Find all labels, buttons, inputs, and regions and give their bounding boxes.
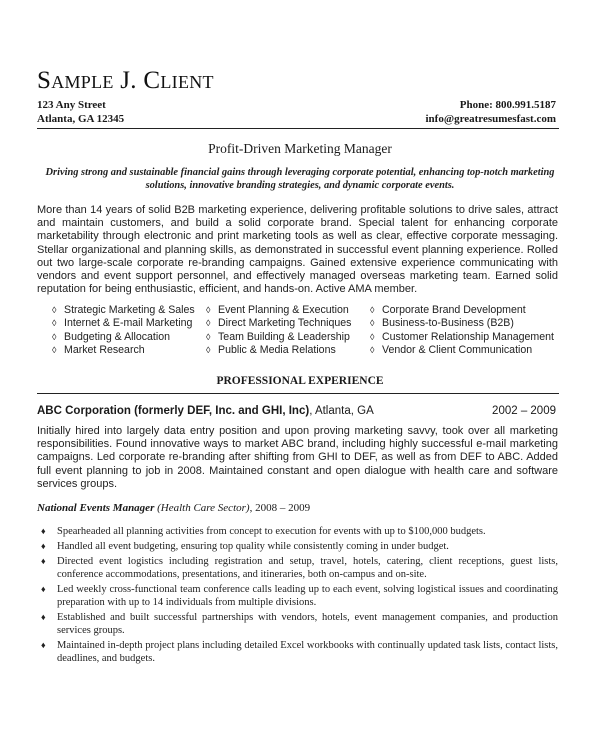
address-block	[37, 98, 124, 126]
role-dates: , 2008 – 2009	[249, 502, 311, 514]
experience-section-title: PROFESSIONAL EXPERIENCE	[216, 375, 384, 387]
skills-column-3	[370, 304, 554, 358]
diamond-icon: ◊	[370, 331, 375, 342]
list-item: ♦ Maintained in-depth project plans including detailed Excel workbooks with continually updated task lists, contact lists, deadlines, and budgets.	[41, 640, 558, 664]
diamond-icon: ◊	[206, 331, 211, 342]
diamond-icon: ◊	[370, 345, 375, 356]
contact-block	[426, 98, 557, 126]
list-item: ♦ Spearheaded all planning activities from concept to execution for events with up to $100,000 budgets.	[41, 526, 486, 537]
employer-name: ABC Corporation (formerly DEF, Inc. and GHI, Inc)	[37, 405, 310, 417]
diamond-icon: ◊	[206, 305, 211, 315]
role-line	[37, 501, 310, 515]
list-item: ♦ Handled all event budgeting, ensuring top quality while consistently coming in under budget.	[41, 541, 449, 552]
list-item: ♦ Directed event logistics including registration and setup, travel, hotels, catering, client receptions, guest lists, conference accommodations, presentations, and itineraries, both on-campus and on-site.	[41, 556, 558, 580]
skill-item: ◊ Team Building & Leadership	[206, 330, 350, 343]
diamond-icon: ◊	[52, 345, 57, 356]
list-item: ♦ Established and built successful partnerships with vendors, hotels, event management companies, and production services groups.	[41, 612, 558, 636]
skills-column-2	[206, 304, 351, 358]
professional-headline: Profit-Driven Marketing Manager	[208, 141, 392, 156]
skill-item: ◊ Public & Media Relations	[206, 344, 336, 357]
bullet-icon: ♦	[41, 556, 46, 566]
skill-item: ◊ Strategic Marketing & Sales	[52, 304, 195, 316]
bullet-icon: ♦	[41, 526, 46, 536]
experience-divider	[37, 393, 559, 394]
header-divider	[37, 128, 559, 129]
skill-item: ◊ Vendor & Client Communication	[370, 344, 533, 357]
diamond-icon: ◊	[206, 318, 211, 329]
skills-column-1	[52, 304, 195, 358]
diamond-icon: ◊	[52, 331, 57, 342]
diamond-icon: ◊	[206, 345, 211, 356]
role-sector: (Health Care Sector)	[157, 502, 250, 514]
candidate-name: Sample J. Client	[37, 67, 214, 94]
employment-dates: 2002 – 2009	[492, 405, 556, 417]
skill-item: ◊ Market Research	[52, 344, 145, 357]
skill-item: ◊ Business-to-Business (B2B)	[370, 317, 514, 330]
diamond-icon: ◊	[370, 318, 375, 329]
skill-item: ◊ Customer Relationship Management	[370, 330, 554, 343]
bullet-icon: ♦	[41, 640, 46, 650]
diamond-icon: ◊	[52, 305, 57, 315]
skill-item: ◊ Event Planning & Execution	[206, 304, 349, 316]
employer-location: , Atlanta, GA	[309, 405, 374, 417]
employer-line	[37, 404, 374, 418]
list-item: ♦ Led weekly cross-functional team conference calls leading up to each event, solving logistical issues and coordinating preparation with up to 14 individuals from multiple divisions.	[41, 584, 558, 608]
diamond-icon: ◊	[52, 318, 57, 329]
bullet-icon: ♦	[41, 612, 46, 622]
skill-item: ◊ Budgeting & Allocation	[52, 330, 171, 343]
role-title: National Events Manager	[37, 502, 155, 514]
skill-item: ◊ Direct Marketing Techniques	[206, 317, 352, 330]
address-street: 123 Any Street	[37, 99, 106, 111]
address-city: Atlanta, GA 12345	[37, 113, 125, 125]
bullet-icon: ♦	[41, 584, 46, 594]
profile-summary: More than 14 years of solid B2B marketing experience, delivering profitable solutions to drive sales, attract and maintain customers, and build a solid corporate brand. Special talent for enhancing corporate marketability through electronic and print marketing tools as well as clear, effective corporate messaging. Stellar organizational and planning skills, as demonstrated in successful event planning experience. Rolled out two large-scale corporate re-branding campaigns. Gained extensive experience communicating with vendors and event support personnel, and effectively managed overseas marketing team. Earned solid reputation for being enthusiastic, efficient, and hands-on. Active AMA member.	[37, 204, 558, 296]
phone-number: Phone: 800.991.5187	[459, 99, 556, 111]
skill-item: ◊ Internet & E-mail Marketing	[52, 317, 193, 330]
email-address[interactable]: info@greatresumesfast.com	[425, 113, 556, 125]
employer-summary: Initially hired into largely data entry position and upon proving marketing savvy, took over all marketing responsibilities. Found innovative ways to market ABC brand, including highly successful e-mail marketing campaigns. Led corporate re-branding after shifting from GHI to DEF, as well as from DEF to ABC. Added full event planning to job in 2008. Maintained constant and open dialogue with health care and software services groups.	[37, 425, 558, 490]
skill-item: ◊ Corporate Brand Development	[370, 304, 526, 316]
tagline: Driving strong and sustainable financial gains through leveraging corporate potential, enhancing top-notch marketing solutions, innovative branding strategies, and dynamic corporate events.	[45, 167, 555, 191]
diamond-icon: ◊	[370, 305, 375, 315]
bullet-icon: ♦	[41, 541, 46, 551]
achievement-list	[37, 525, 558, 667]
